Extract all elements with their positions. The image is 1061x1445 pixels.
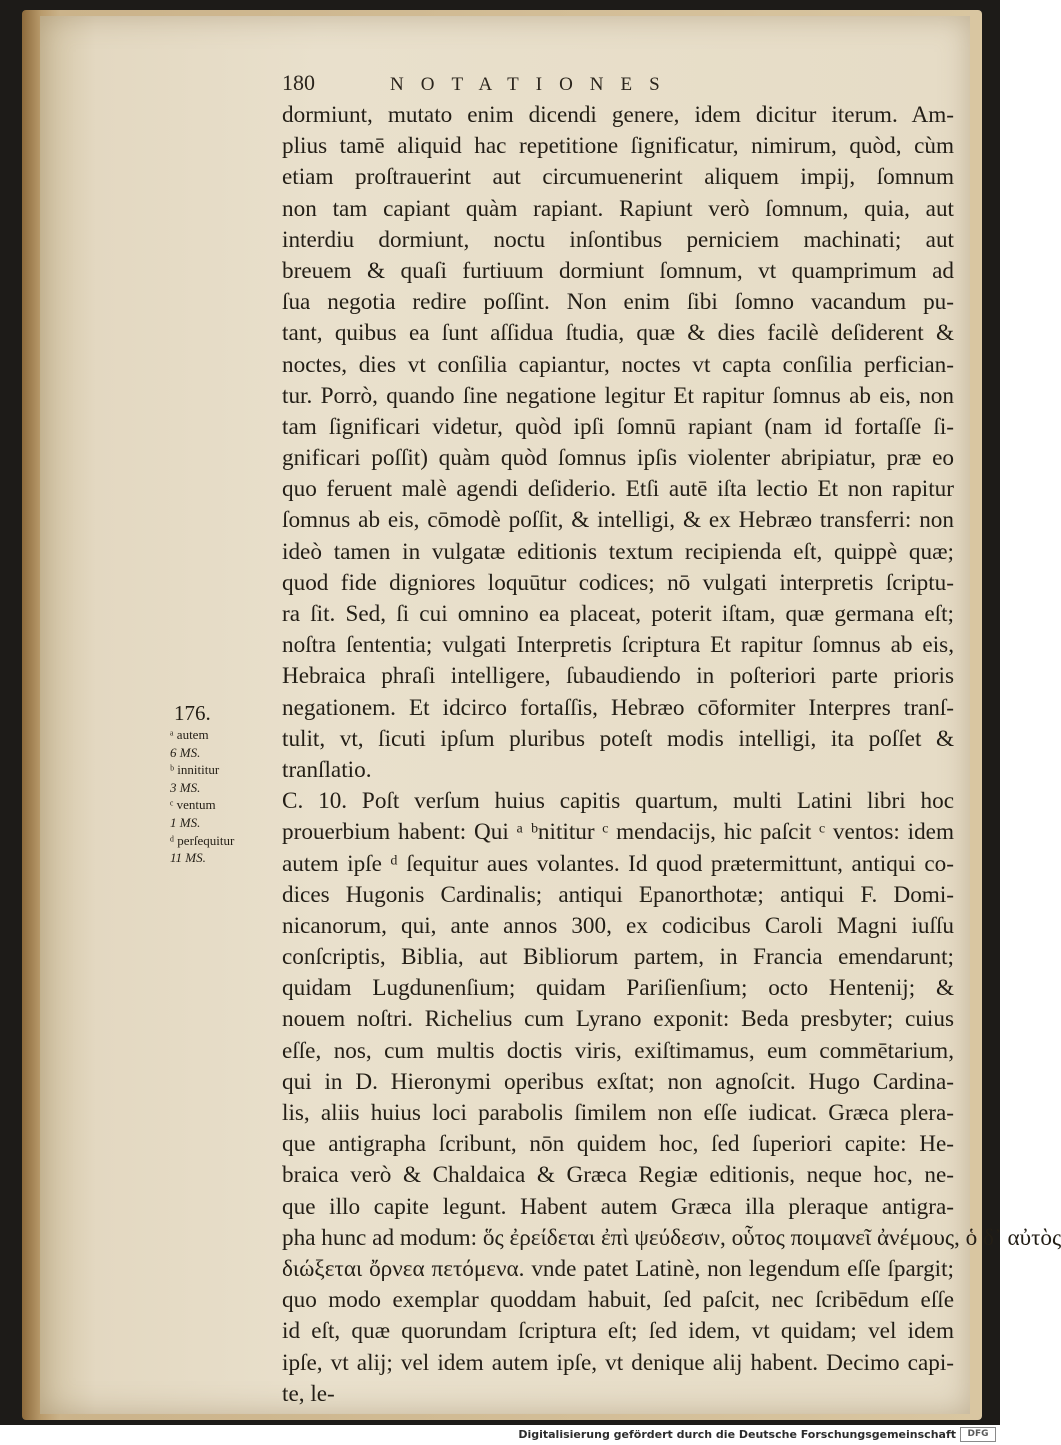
margin-source: 1 MS. bbox=[170, 814, 201, 830]
text-line: interdiu dormiunt, noctu inſontibus perniciem machinati; aut bbox=[282, 226, 954, 253]
funding-credit: Digitalisierung gefördert durch die Deutsche Forschungsgemeinschaft bbox=[518, 1428, 956, 1441]
text-line: qui in D. Hieronymi operibus exſtat; non agnoſcit. Hugo Cardina- bbox=[282, 1068, 954, 1095]
text-line: conſcriptis, Biblia, aut Bibliorum partem, in Francia emendarunt; bbox=[282, 944, 954, 971]
text-line: etiam proſtrauerint aut circumuenerint aliquem impij, ſomnum bbox=[282, 164, 954, 191]
text-line: te, le- bbox=[282, 1380, 335, 1407]
text-line: dices Hugonis Cardinalis; antiqui Epanorthotæ; antiqui F. Domi- bbox=[282, 881, 954, 908]
text-line: id eſt, quæ quorundam ſcriptura eſt; ſed idem, vt quidam; vel idem bbox=[282, 1318, 954, 1345]
text-line: ſomnus ab eis, cōmodè poſſit, & intelligi, & ex Hebræo transferri: non bbox=[282, 507, 954, 534]
margin-variant: ᶜ ventum bbox=[170, 797, 216, 813]
text-line: plius tamē aliquid hac repetitione ſignificatur, nimirum, quòd, cùm bbox=[282, 133, 954, 160]
text-line: braica verò & Chaldaica & Græca Regiæ editionis, neque hoc, ne- bbox=[282, 1162, 954, 1189]
page-number: 180 bbox=[282, 70, 315, 95]
margin-source: 6 MS. bbox=[170, 744, 201, 760]
text-line: negationem. Et idcirco fortaſſis, Hebræo cōformiter Interpres tranſ- bbox=[282, 694, 954, 721]
text-line: pha hunc ad modum: ὅς ἐρείδεται ἐπὶ ψεύδεσιν, οὗτος ποιμανεῖ ἀνέμους, ὁ δ᾽ αὐτὸς bbox=[282, 1224, 1061, 1251]
text-line: dormiunt, mutato enim dicendi genere, idem dicitur iterum. Am- bbox=[282, 102, 954, 128]
text-line: que illo capite legunt. Habent autem Græca illa pleraque antigra- bbox=[282, 1193, 954, 1220]
text-line: ſua negotia redire poſſint. Non enim ſibi ſomno vacandum pu- bbox=[282, 289, 954, 316]
text-line: tulit, vt, ſicuti ipſum pluribus poteſt modis intelligi, ita poſſet & bbox=[282, 725, 954, 752]
text-line: ideò tamen in vulgatæ editionis textum recipienda eſt, quippè quæ; bbox=[282, 538, 954, 565]
running-title: NOTATIONES bbox=[390, 74, 677, 95]
margin-source: 11 MS. bbox=[170, 850, 206, 866]
footer-bar bbox=[0, 1425, 1000, 1445]
text-line: ra ſit. Sed, ſi cui omnino ea placeat, poterit iſtam, quæ germana eſt; bbox=[282, 601, 954, 627]
text-line: eſſe, nos, cum multis doctis viris, exiſtimamus, eum commētarium, bbox=[282, 1037, 954, 1064]
text-line: quo feruent malè agendi deſiderio. Etſi autē iſta lectio Et non rapitur bbox=[282, 476, 954, 503]
margin-note bbox=[170, 700, 280, 867]
text-line: que antigrapha ſcribunt, nōn quidem hoc, ſed ſuperiori capite: He- bbox=[282, 1131, 954, 1158]
text-line: prouerbium habent: Qui ᵃ ᵇnititur ᶜ mendacijs, hic paſcit ᶜ ventos: idem bbox=[282, 819, 954, 846]
text-line: Hebraica phraſi intelligere, ſubaudiendo in poſteriori parte prioris bbox=[282, 663, 954, 690]
text-line: διώξεται ὄρνεα πετόμενα. vnde patet Latinè, non legendum eſſe ſpargit; bbox=[282, 1255, 954, 1282]
main-text bbox=[282, 100, 1061, 1410]
text-line: nicanorum, qui, ante annos 300, ex codicibus Caroli Magni iuſſu bbox=[282, 912, 954, 939]
text-line: ipſe, vt alij; vel idem autem ipſe, vt denique alij habent. Decimo capi- bbox=[282, 1349, 954, 1376]
text-line: tant, quibus ea ſunt aſſidua ſtudia, quæ & dies facilè deſiderent & bbox=[282, 320, 954, 347]
margin-number: 176. bbox=[174, 701, 211, 725]
running-head bbox=[282, 70, 952, 102]
margin-variant: ᵃ autem bbox=[170, 727, 209, 742]
text-line: tranſlatio. bbox=[282, 756, 372, 783]
text-line: tam ſignificari videtur, quòd ipſi ſomnū rapiant (nam id fortaſſe ſi- bbox=[282, 413, 954, 440]
text-line: quod fide digniores loquūtur codices; nō vulgati interpretis ſcriptu- bbox=[282, 569, 954, 596]
text-line: noſtra ſententia; vulgati Interpretis ſcriptura Et rapitur ſomnus ab eis, bbox=[282, 632, 954, 659]
text-line: quidam Lugdunenſium; quidam Pariſienſium; octo Hentenij; & bbox=[282, 975, 954, 1002]
margin-source: 3 MS. bbox=[170, 779, 201, 795]
text-line: nouem noſtri. Richelius cum Lyrano exponit: Beda presbyter; cuius bbox=[282, 1006, 954, 1033]
text-line: non tam capiant quàm rapiant. Rapiunt verò ſomnum, quia, aut bbox=[282, 195, 954, 222]
text-line: tur. Porrò, quando ſine negatione legitur Et rapitur ſomnus ab eis, non bbox=[282, 382, 954, 409]
text-line: quo modo exemplar quoddam habuit, ſed paſcit, nec ſcribēdum eſſe bbox=[282, 1287, 954, 1314]
text-line: C. 10. Poſt verſum huius capitis quartum, multi Latini libri hoc bbox=[282, 788, 954, 815]
text-line: autem ipſe ᵈ ſequitur aues volantes. Id quod prætermittunt, antiqui co- bbox=[282, 850, 954, 877]
margin-variant: ᵇ innititur bbox=[170, 762, 220, 778]
text-line: breuem & quaſi furtiuum dormiunt ſomnum, vt quamprimum ad bbox=[282, 257, 954, 284]
text-line: gnificari poſſit) quàm quòd ſomnus ipſis violenter abripiatur, præ eo bbox=[282, 445, 954, 472]
dfg-logo: DFG bbox=[960, 1427, 996, 1442]
text-line: lis, aliis huius loci parabolis ſimilem non eſſe iudicat. Græca plera- bbox=[282, 1100, 954, 1126]
text-line: noctes, dies vt conſilia capiantur, noctes vt capta conſilia perfician- bbox=[282, 351, 954, 378]
margin-variant: ᵈ perſequitur bbox=[170, 832, 235, 848]
